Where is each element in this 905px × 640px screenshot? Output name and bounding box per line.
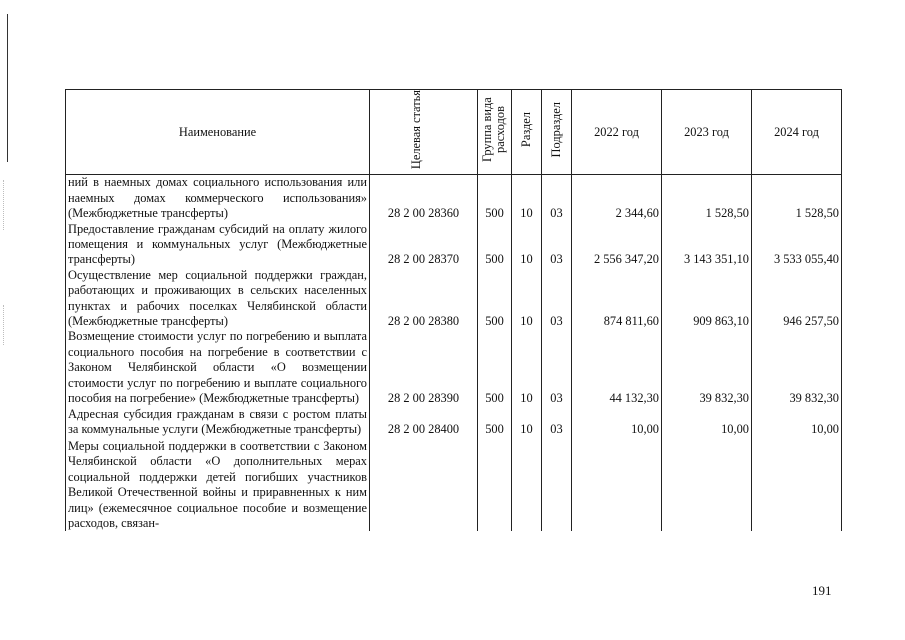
row-2023 [662,437,752,531]
row-2023: 1 528,50 [662,175,752,222]
table-row [66,437,842,531]
row-section: 10 [512,175,542,222]
row-subsection: 03 [542,175,572,222]
row-2023: 39 832,30 [662,329,752,406]
row-2024: 1 528,50 [752,175,842,222]
row-target-article: 28 2 00 28390 [370,329,478,406]
row-2024: 10,00 [752,407,842,438]
budget-table [65,89,842,531]
row-subsection: 03 [542,222,572,268]
row-subsection: 03 [542,268,572,330]
row-section: 10 [512,222,542,268]
row-2023: 10,00 [662,407,752,438]
row-2022: 44 132,30 [572,329,662,406]
row-section: 10 [512,268,542,330]
row-2022: 10,00 [572,407,662,438]
row-name: Адресная субсидия гражданам в связи с ростом платы за коммунальные услуги (Межбюджетные трансферты) [66,407,370,438]
row-2022 [572,437,662,531]
row-subsection [542,437,572,531]
row-target-article: 28 2 00 28360 [370,175,478,222]
row-expense-group: 500 [478,268,512,330]
row-2024: 946 257,50 [752,268,842,330]
row-2022: 874 811,60 [572,268,662,330]
margin-dots [3,180,5,230]
row-expense-group: 500 [478,329,512,406]
header-name: Наименование [66,90,370,175]
row-expense-group: 500 [478,407,512,438]
row-2024 [752,437,842,531]
row-name: Осуществление мер социальной поддержки граждан, работающих и проживающих в сельских населенных пунктах и рабочих поселках Челябинской области (Межбюджетные трансферты) [66,268,370,330]
margin-dots [3,305,5,345]
header-2023: 2023 год [662,90,752,175]
header-expense-group: Группа вида расходов [478,90,512,175]
row-2024: 39 832,30 [752,329,842,406]
row-expense-group [478,437,512,531]
row-target-article [370,437,478,531]
row-2023: 909 863,10 [662,268,752,330]
table-row [66,407,842,438]
table-row [66,175,842,222]
row-target-article: 28 2 00 28380 [370,268,478,330]
page-number: 191 [812,583,832,598]
header-2022: 2022 год [572,90,662,175]
row-name: Предоставление гражданам субсидий на оплату жилого помещения и коммунальных услуг (Межбюджетные трансферты) [66,222,370,268]
table-row [66,329,842,406]
row-2022: 2 556 347,20 [572,222,662,268]
row-subsection: 03 [542,407,572,438]
row-section: 10 [512,329,542,406]
row-section: 10 [512,407,542,438]
table-header-row [66,90,842,175]
header-subsection: Подраздел [542,90,572,175]
margin-rule [7,14,8,162]
row-2024: 3 533 055,40 [752,222,842,268]
row-name: ний в наемных домах социального использования или наемных домах коммерческого использования» (Межбюджетные трансферты) [66,175,370,222]
row-subsection: 03 [542,329,572,406]
row-2023: 3 143 351,10 [662,222,752,268]
row-name: Меры социальной поддержки в соответствии с Законом Челябинской области «О дополнительных мерах социальной поддержки детей погибших участников Великой Отечественной войны и приравненных к ним лиц» (ежемесячное социальное пособие и возмещение расходов, связан- [66,437,370,531]
table-row [66,268,842,330]
row-target-article: 28 2 00 28370 [370,222,478,268]
row-2022: 2 344,60 [572,175,662,222]
row-name: Возмещение стоимости услуг по погребению и выплата социального пособия на погребение в соответствии с Законом Челябинской области «О возмещении стоимости услуг по погребению и выплате социального пособия на погребение» (Межбюджетные трансферты) [66,329,370,406]
row-expense-group: 500 [478,175,512,222]
header-target-article: Целевая статья [370,90,478,175]
header-2024: 2024 год [752,90,842,175]
header-section: Раздел [512,90,542,175]
row-section [512,437,542,531]
row-expense-group: 500 [478,222,512,268]
row-target-article: 28 2 00 28400 [370,407,478,438]
table-row [66,222,842,268]
